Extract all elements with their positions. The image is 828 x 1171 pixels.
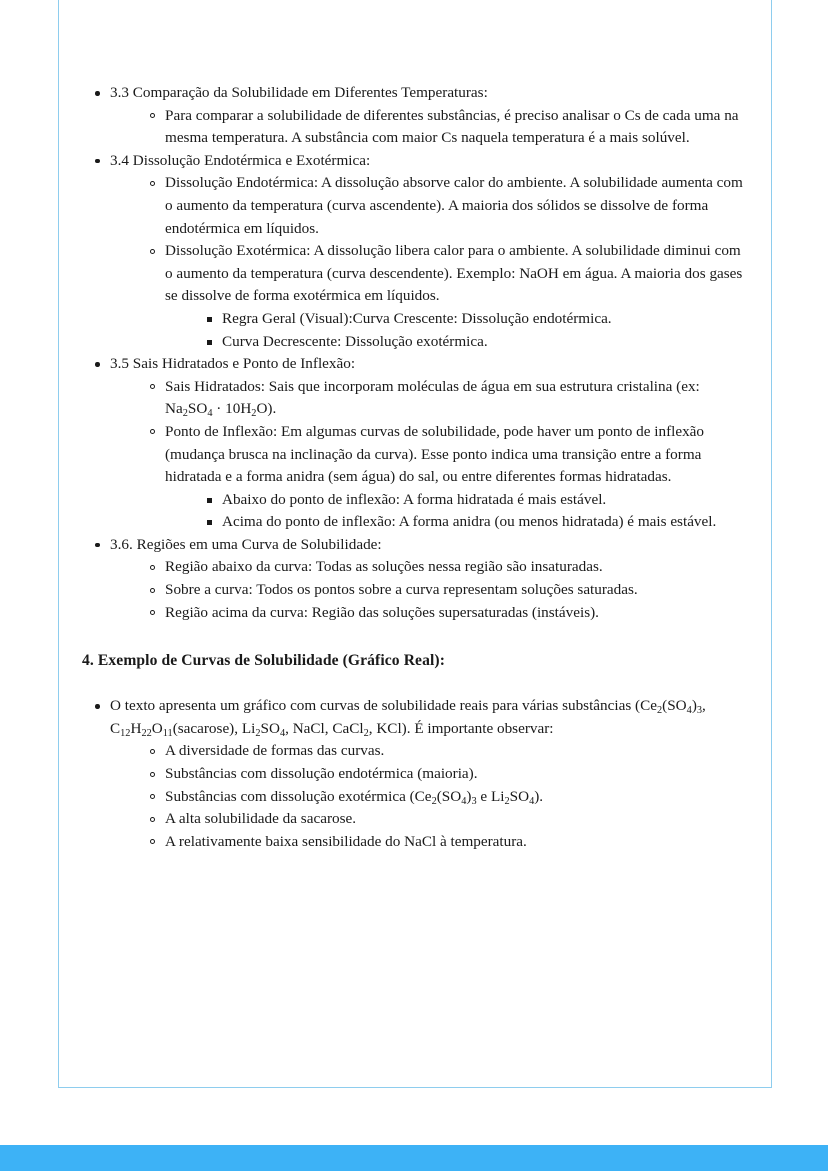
formula-subscript: 4 — [529, 795, 535, 807]
outline-list-level-2 — [138, 105, 747, 150]
formula-subscript: 2 — [656, 705, 663, 717]
outline-list-level-2 — [138, 556, 747, 624]
list-item-sais-hidratados-label: Sais Hidratados: Sais que incorporam moléculas de água em sua estrutura cristalina (ex: $Na_2SO_4 \cdot 10H_2O$). — [165, 377, 700, 420]
circle-bullet-icon — [150, 588, 155, 593]
outline-list-level-2 — [138, 376, 747, 534]
disc-bullet-icon — [95, 362, 100, 367]
document-content — [82, 82, 747, 853]
list-item-regiao-abaixo-curva — [138, 556, 747, 579]
list-item-curva-decrescente-label: Curva Decrescente: Dissolução exotérmica. — [222, 332, 488, 350]
square-bullet-icon — [207, 340, 212, 345]
list-item-abaixo-ponto-inflexao — [195, 489, 747, 512]
circle-bullet-icon — [150, 113, 155, 118]
list-item-diversidade-formas-label: A diversidade de formas das curvas. — [165, 742, 385, 760]
list-item-alta-solubilidade-sacarose-label: A alta solubilidade da sacarose. — [165, 810, 357, 828]
circle-bullet-icon — [150, 181, 155, 186]
circle-bullet-icon — [150, 749, 155, 754]
formula-subscript: 4 — [461, 795, 467, 807]
list-item-dissolucao-exotermica-label: Dissolução Exotérmica: A dissolução libera calor para o ambiente. A solubilidade diminui com o aumento da temperatura (curva descendente). Exemplo: NaOH em água. A maioria dos gases se dissolve de forma exotérmica em líquidos. — [165, 242, 743, 305]
list-item-baixa-sensibilidade-nacl — [138, 831, 747, 854]
outline-list-section-4 — [82, 695, 747, 853]
disc-bullet-icon — [95, 543, 100, 548]
formula-subscript: 22 — [141, 727, 152, 739]
list-item-sobre-a-curva — [138, 579, 747, 602]
formula-subscript: 2 — [182, 408, 188, 420]
list-item-curva-decrescente — [195, 331, 747, 354]
list-item-3-3-sub-1 — [138, 105, 747, 150]
square-bullet-icon — [207, 520, 212, 525]
list-item-3-4-label: 3.4 Dissolução Endotérmica e Exotérmica: — [110, 151, 371, 169]
list-item-3-3-label: 3.3 Comparação da Solubilidade em Diferentes Temperaturas: — [110, 84, 488, 101]
circle-bullet-icon — [150, 610, 155, 615]
list-item-alta-solubilidade-sacarose — [138, 808, 747, 831]
disc-bullet-icon — [95, 704, 100, 709]
list-item-regiao-acima-curva — [138, 602, 747, 625]
circle-bullet-icon — [150, 839, 155, 844]
list-item-diversidade-formas — [138, 740, 747, 763]
list-item-substancias-exotermica-label: Substâncias com dissolução exotérmica ($Ce_2(SO_4)_3$ e $Li_2SO_4$). — [165, 787, 544, 807]
formula-subscript: 3 — [471, 795, 477, 807]
circle-bullet-icon — [150, 429, 155, 434]
section-heading-4: 4. Exemplo de Curvas de Solubilidade (Gráfico Real): — [82, 652, 445, 670]
list-item-regra-geral-visual-label: Regra Geral (Visual):Curva Crescente: Dissolução endotérmica. — [222, 309, 612, 327]
formula-subscript: 2 — [363, 727, 369, 739]
formula-subscript: 2 — [251, 408, 257, 420]
list-item-substancias-endotermica-label: Substâncias com dissolução endotérmica (maioria). — [165, 765, 478, 783]
formula-subscript: 4 — [686, 705, 692, 717]
square-bullet-icon — [207, 498, 212, 503]
circle-bullet-icon — [150, 249, 155, 254]
list-item-abaixo-ponto-inflexao-label: Abaixo do ponto de inflexão: A forma hidratada é mais estável. — [222, 490, 607, 508]
list-item-ponto-de-inflexao-label: Ponto de Inflexão: Em algumas curvas de solubilidade, pode haver um ponto de inflexão (mudança brusca na inclinação da curva). Esse ponto indica uma transição entre a forma hidratada e a forma anidra (sem água) do sal, ou entre diferentes formas hidratadas. — [165, 422, 705, 486]
list-item-acima-ponto-inflexao-label: Acima do ponto de inflexão: A forma anidra (ou menos hidratada) é mais estável. — [222, 513, 717, 531]
formula-subscript: 12 — [120, 727, 131, 739]
list-item-3-5-label: 3.5 Sais Hidratados e Ponto de Inflexão: — [110, 355, 356, 373]
circle-bullet-icon — [150, 384, 155, 389]
list-item-3-6-label: 3.6. Regiões em uma Curva de Solubilidade: — [110, 535, 382, 553]
outline-list-level-3 — [195, 308, 747, 353]
formula-subscript: 3 — [696, 705, 703, 717]
bottom-accent-bar — [0, 1145, 828, 1171]
outline-list-level-3 — [195, 489, 747, 534]
list-item-acima-ponto-inflexao — [195, 511, 747, 534]
list-item-exemplo-grafico — [82, 695, 747, 853]
list-item-baixa-sensibilidade-nacl-label: A relativamente baixa sensibilidade do NaCl à temperatura. — [165, 832, 527, 850]
list-item-regra-geral-visual — [195, 308, 747, 331]
formula-subscript: 2 — [431, 795, 437, 807]
list-item-regiao-acima-curva-label: Região acima da curva: Região das soluções supersaturadas (instáveis). — [165, 603, 599, 621]
list-item-3-3-sub-1-label: Para comparar a solubilidade de diferentes substâncias, é preciso analisar o Cs de cada uma na mesma temperatura. A substância com maior Cs naquela temperatura é a mais solúvel. — [165, 106, 739, 147]
list-item-dissolucao-endotermica — [138, 172, 747, 240]
circle-bullet-icon — [150, 817, 155, 822]
disc-bullet-icon — [95, 159, 100, 164]
list-item-3-5 — [82, 353, 747, 534]
list-item-regiao-abaixo-curva-label: Região abaixo da curva: Todas as soluções nessa região são insaturadas. — [165, 558, 603, 576]
outline-list-level-1 — [82, 82, 747, 624]
list-item-3-4 — [82, 150, 747, 353]
list-item-substancias-exotermica — [138, 786, 747, 809]
formula-subscript: 4 — [279, 727, 286, 739]
list-item-dissolucao-exotermica — [138, 240, 747, 353]
formula-subscript: 2 — [504, 795, 510, 807]
list-item-dissolucao-endotermica-label: Dissolução Endotérmica: A dissolução absorve calor do ambiente. A solubilidade aumenta com o aumento da temperatura (curva ascendente). A maioria dos sólidos se dissolve de forma endotérmica em líquidos. — [165, 174, 743, 237]
outline-list-level-2 — [138, 740, 747, 853]
list-item-3-3 — [82, 82, 747, 150]
circle-bullet-icon — [150, 794, 155, 799]
list-item-3-6 — [82, 534, 747, 624]
circle-bullet-icon — [150, 772, 155, 777]
formula-subscript: 2 — [255, 727, 261, 739]
square-bullet-icon — [207, 317, 212, 322]
list-item-sais-hidratados — [138, 376, 747, 421]
formula-subscript: 11 — [162, 727, 173, 739]
list-item-sobre-a-curva-label: Sobre a curva: Todos os pontos sobre a curva representam soluções saturadas. — [165, 581, 638, 599]
disc-bullet-icon — [95, 91, 100, 96]
circle-bullet-icon — [150, 565, 155, 570]
list-item-ponto-de-inflexao — [138, 421, 747, 534]
list-item-substancias-endotermica — [138, 763, 747, 786]
outline-list-level-2 — [138, 172, 747, 353]
list-item-exemplo-grafico-label: O texto apresenta um gráfico com curvas de solubilidade reais para várias substâncias ($Ce_2(SO_4)_3$, $C_{12}H_{22}O_{11}(sacarose)$, $Li_2SO_4$, NaCl, CaCl$_2$, KCl). É importante observar: — [110, 697, 706, 739]
formula-subscript: 4 — [207, 408, 213, 420]
